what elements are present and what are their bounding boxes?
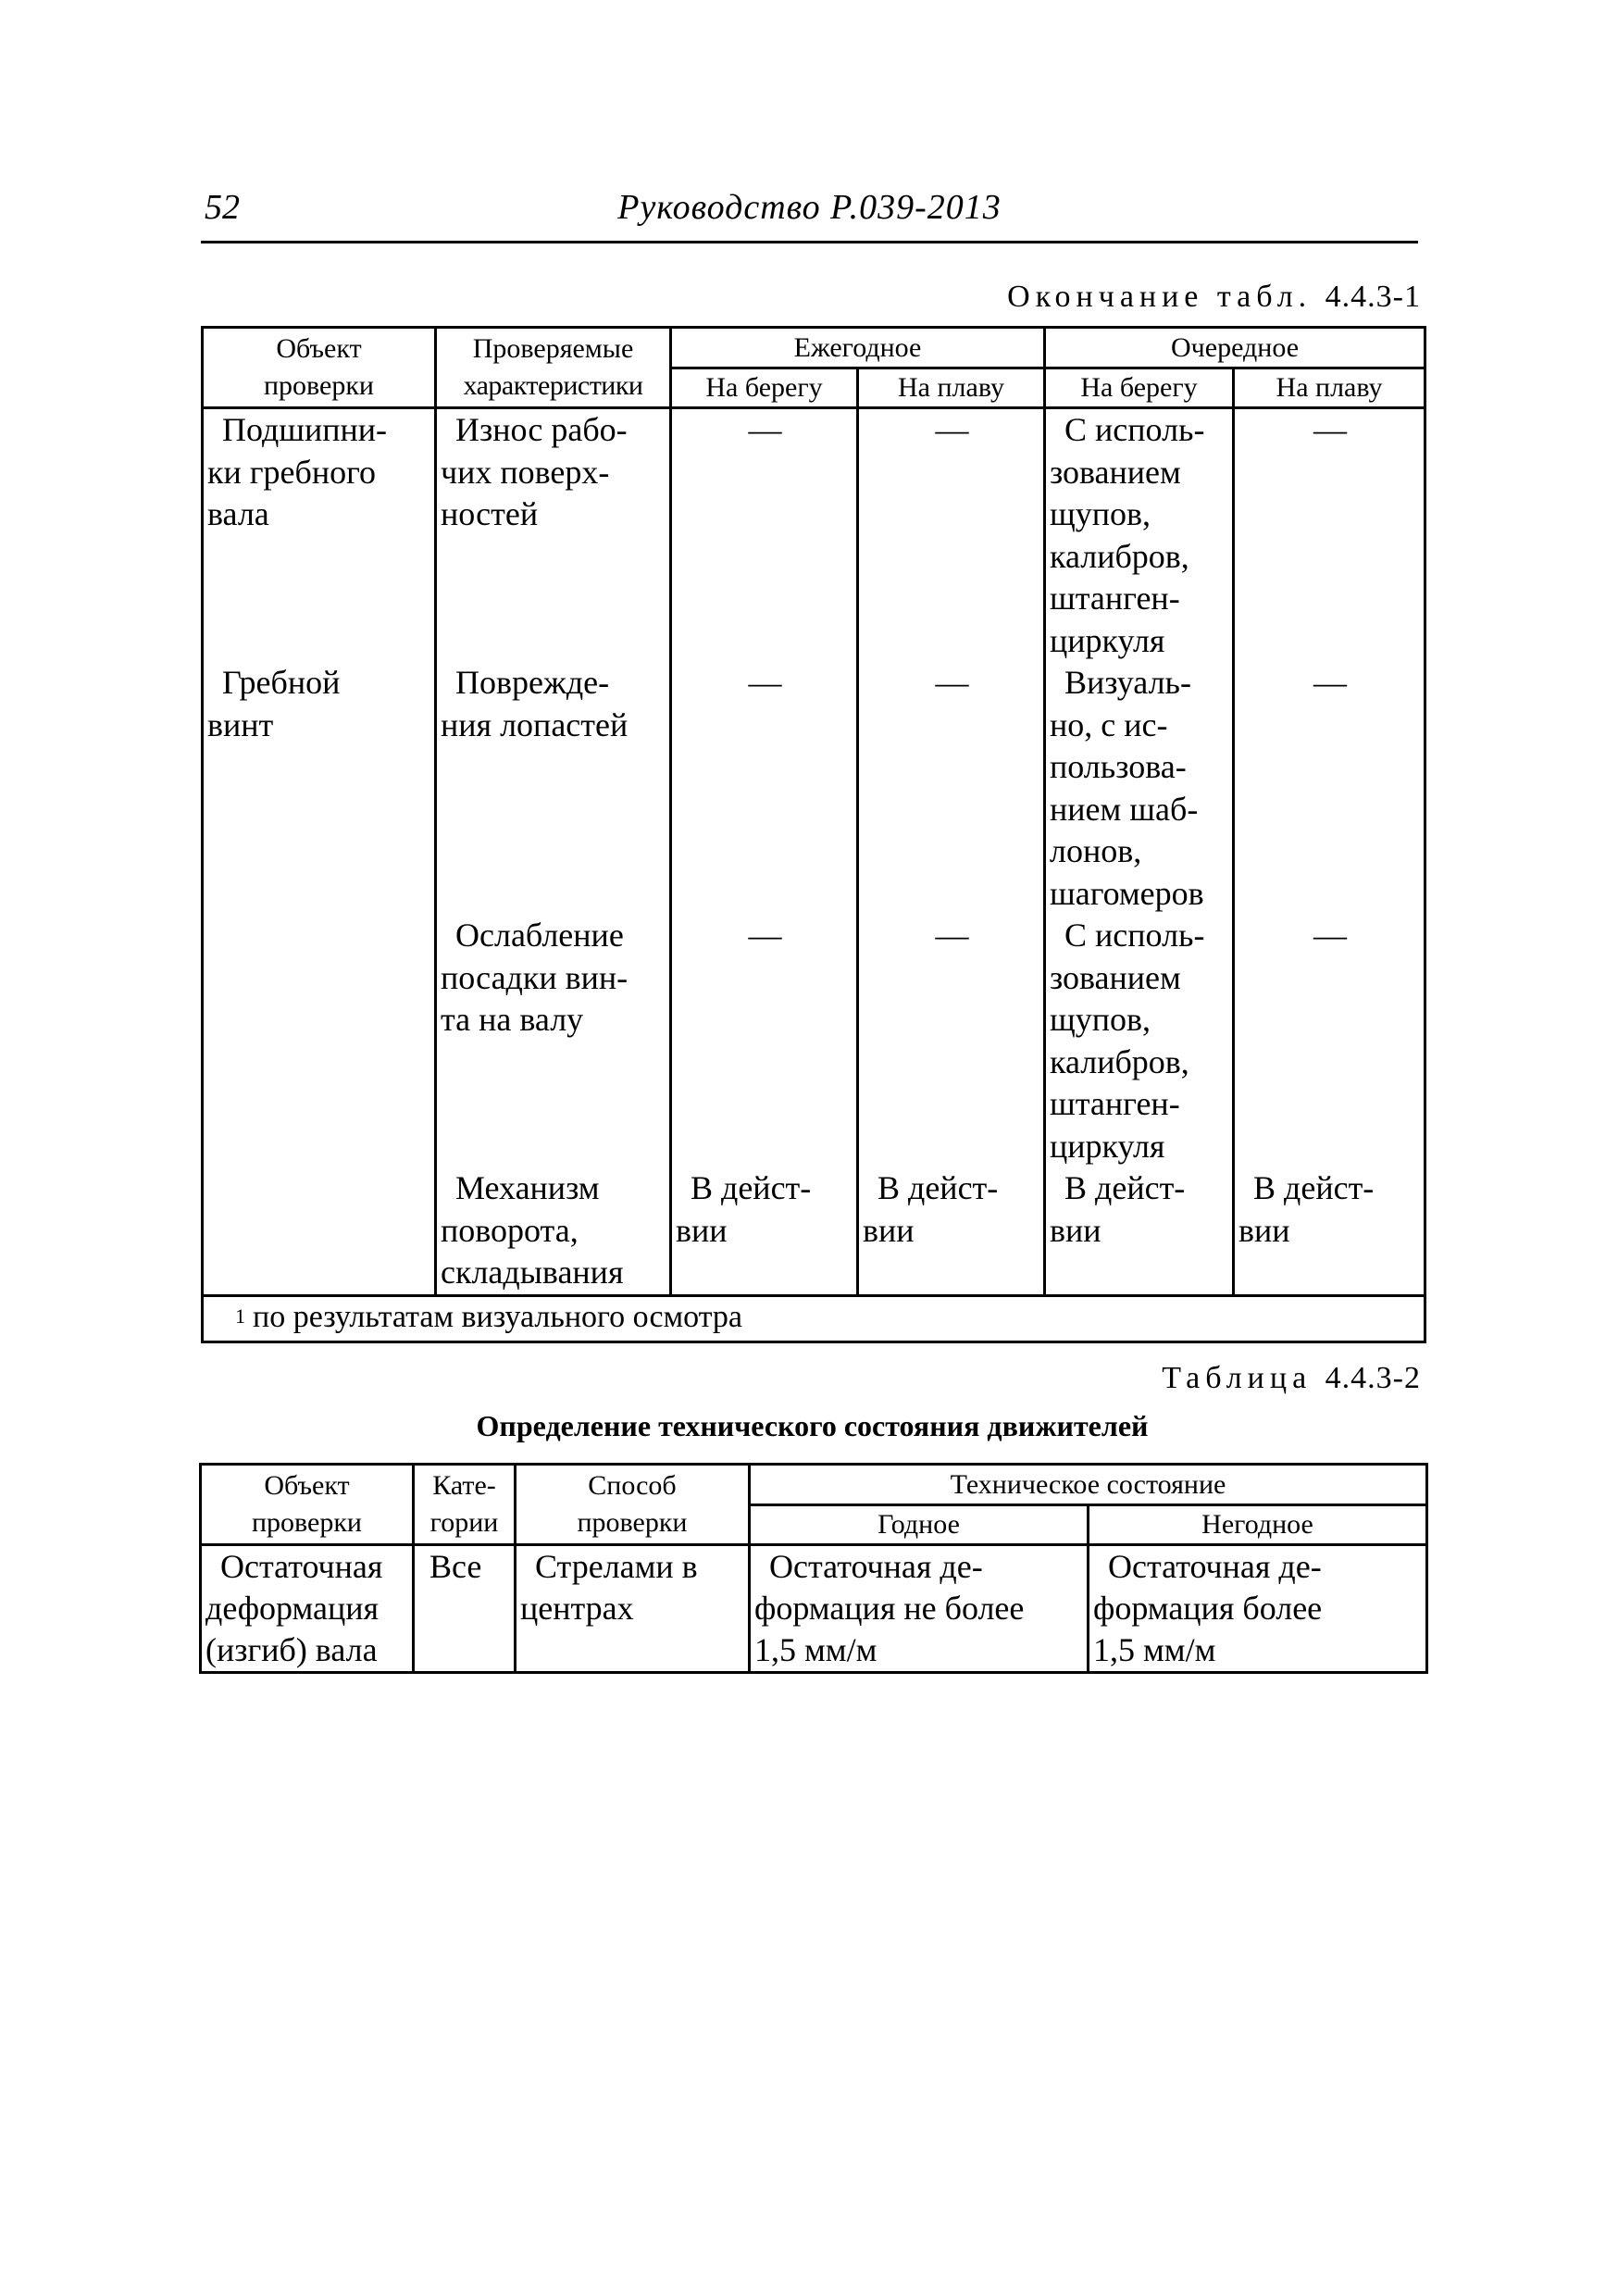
characteristic-blade-damage [437,662,669,915]
cell-dash: — [1313,664,1348,701]
cell-line: калибров, [1050,1042,1189,1080]
table2-caption-text: Таблица [1162,1361,1313,1395]
cell-method [1046,409,1232,662]
object-line: ки гребного [207,453,376,491]
characteristic-line: Поврежде- [455,664,610,701]
header-regular-ashore: На берегу [1045,368,1234,408]
object-bearings [204,409,434,662]
table2-caption-number: 4.4.3-2 [1325,1361,1421,1395]
col-object [203,408,436,1296]
table1-caption-number: 4.4.3-1 [1325,280,1421,314]
header-annual-ashore: На берегу [671,368,858,408]
cell-line: нием шаб- [1050,790,1199,828]
cell-method [1046,662,1232,915]
t2-object-line: деформация [205,1590,380,1627]
cell-in-action [1046,1167,1232,1252]
characteristic-wear [437,409,669,662]
t2-method-line: центрах [520,1590,634,1627]
object-line: винт [207,705,274,743]
t2-header-categories [414,1465,516,1545]
t2-header-categories-line: гории [429,1507,499,1538]
t2-object-line: (изгиб) вала [205,1631,378,1668]
t2-bad-line: Остаточная де- [1108,1548,1322,1585]
header-object-line: Объект [276,333,362,364]
cell-line: щупов, [1050,1001,1151,1038]
cell-in-action [672,1167,856,1252]
cell-line: В дейст- [877,1169,999,1206]
characteristic-line: поворота, [441,1211,579,1249]
cell-dash: — [748,664,782,701]
t2-good [750,1545,1089,1673]
characteristic-line: та на валу [441,1001,584,1038]
object-line: Гребной [222,664,341,701]
t2-bad [1089,1545,1427,1673]
cell-dash: — [748,917,782,954]
cell-line: шагомеров [1050,874,1204,912]
t2-good-line: 1,5 мм/м [754,1631,877,1668]
characteristic-line: Механизм [455,1169,600,1206]
table1-caption-text: Окончание табл. [1007,280,1313,314]
characteristic-fit-loosening [437,915,669,1167]
cell-line: вии [1238,1211,1290,1249]
header-object [203,328,436,408]
t2-header-object-line: Объект [264,1470,350,1501]
object-line: Подшипни- [222,411,388,448]
t2-bad-line: формация более [1093,1590,1323,1627]
cell-line: циркуля [1050,1127,1165,1165]
cell-line: но, с ис- [1050,705,1168,743]
t2-method [516,1545,750,1673]
object-propeller [204,662,434,746]
t2-header-method-line: проверки [577,1507,688,1538]
cell-dash: — [1313,411,1348,448]
page-number: 52 [205,188,240,227]
characteristic-line: чих поверх- [441,453,610,491]
col-regular-afloat [1234,408,1425,1296]
characteristic-line: посадки вин- [441,958,629,996]
footnote-mark: 1 [235,1304,245,1328]
t2-object-line: Остаточная [220,1548,383,1585]
t2-header-object [201,1465,414,1545]
cell-dash: — [1313,917,1348,954]
cell-line: калибров, [1050,537,1189,575]
cell-dash: — [935,411,969,448]
cell-in-action [1235,1167,1424,1252]
cell-line: циркуля [1050,621,1165,659]
header-characteristics [436,328,671,408]
t2-good-line: формация не более [754,1590,1025,1627]
header-regular-afloat: На плаву [1234,368,1425,408]
running-title: Руководство Р.039-2013 [617,188,1002,227]
cell-line: штанген- [1050,580,1180,617]
characteristic-line: ния лопастей [441,705,629,743]
col-regular-ashore [1045,408,1234,1296]
header-object-line: проверки [264,370,374,401]
header-annual-afloat: На плаву [858,368,1045,408]
table1-footnote [203,1295,1425,1341]
t2-header-bad: Негодное [1089,1505,1427,1545]
t2-bad-line: 1,5 мм/м [1093,1631,1216,1668]
page-header [201,185,1418,243]
col-annual-ashore [671,408,858,1296]
t2-header-method-line: Способ [588,1470,677,1501]
cell-line: зованием [1050,958,1181,996]
cell-dash: — [748,411,782,448]
t2-header-method [516,1465,750,1545]
cell-dash: — [935,664,969,701]
header-annual: Ежегодное [671,328,1045,368]
cell-line: С исполь- [1064,917,1205,954]
table-4-4-3-1 [201,326,1426,1343]
cell-line: В дейст- [1253,1169,1375,1206]
cell-line: пользова- [1050,748,1187,785]
t2-categories [414,1545,516,1673]
table2-caption [1162,1361,1421,1396]
cell-line: вии [863,1211,915,1249]
characteristic-line: ностей [441,495,539,532]
t2-method-line: Стрелами в [535,1548,698,1585]
cell-dash: — [935,917,969,954]
table1-caption [1007,280,1421,315]
table2-title: Определение технического состояния движителей [476,1409,1149,1442]
characteristic-line: Износ рабо- [455,411,628,448]
cell-line: зованием [1050,453,1181,491]
cell-line: штанген- [1050,1085,1180,1122]
cell-line: вии [676,1211,728,1249]
cell-line: С исполь- [1064,411,1205,448]
footnote-text: по результатам визуального осмотра [253,1299,743,1334]
header-regular: Очередное [1045,328,1425,368]
cell-method [1046,915,1232,1167]
characteristic-mechanism [437,1167,669,1294]
cell-line: В дейст- [1064,1169,1186,1206]
cell-in-action [859,1167,1043,1252]
t2-object [201,1545,414,1673]
header-characteristics-line: Проверяемые [472,333,634,364]
table-4-4-3-2 [199,1463,1428,1674]
characteristic-line: складывания [441,1254,624,1291]
cell-line: лонов, [1050,832,1142,869]
object-line: вала [207,495,269,532]
t2-header-object-line: проверки [252,1507,362,1538]
cell-line: вии [1050,1211,1101,1249]
t2-header-good: Годное [750,1505,1089,1545]
header-characteristics-line: характеристики [463,370,643,401]
characteristic-line: Ослабление [455,917,624,954]
col-characteristics [436,408,671,1296]
cell-line: Визуаль- [1064,664,1191,701]
t2-header-categories-line: Кате- [432,1470,496,1501]
t2-categories-line: Все [429,1548,482,1585]
t2-good-line: Остаточная де- [769,1548,983,1585]
col-annual-afloat [858,408,1045,1296]
cell-line: В дейст- [691,1169,812,1206]
t2-header-tech-state: Техническое состояние [750,1465,1427,1505]
cell-line: щупов, [1050,495,1151,532]
